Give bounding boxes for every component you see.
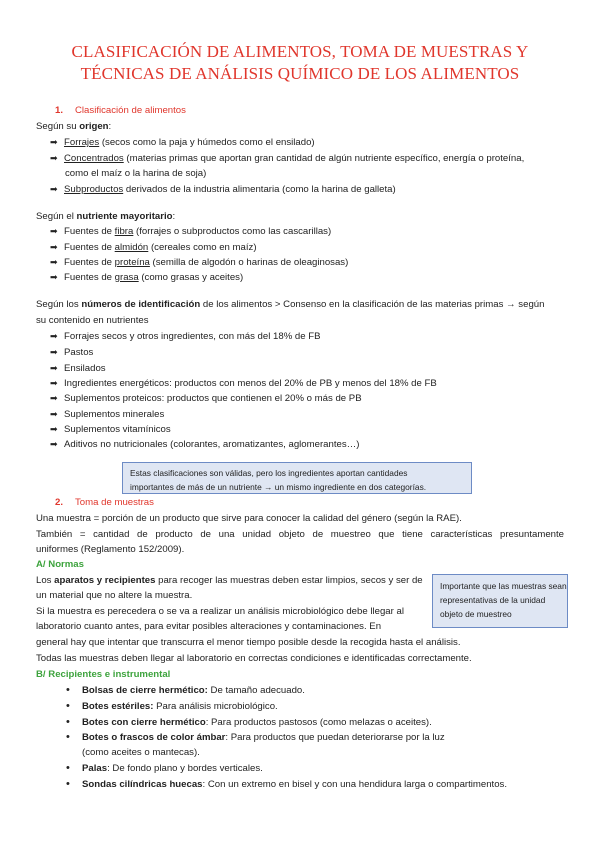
nutriente-item-proteina: ➡ Fuentes de proteína (semilla de algodón o harinas de oleaginosas) [50,257,349,268]
note-line: representativas de la unidad [440,595,546,605]
section-2-title: Toma de muestras [75,497,154,508]
arrow-bullet-icon: ➡ [50,242,58,252]
identificacion-item: ➡ Forrajes secos y otros ingredientes, con más del 18% de FB [50,331,321,342]
arrow-bullet-icon: ➡ [50,331,58,341]
normas-paragraph-1: Los aparatos y recipientes para recoger las muestras deben estar limpios, secos y ser de [36,575,423,586]
identificacion-item: ➡ Suplementos minerales [50,409,165,420]
section-1-number: 1. [55,105,64,116]
note-line: Importante que las muestras sean [440,581,567,591]
note-line: importantes de más de un nutriente → un mismo ingrediente en dos categorías. [130,482,427,492]
identificacion-intro: Según los números de identificación de los alimentos > Consenso en la clasificación de las materias primas → según [36,299,545,310]
bullet-icon: • [66,762,70,774]
normas-paragraph-2-cont: general hay que intentar que transcurra el menor tiempo posible desde la recogida hasta el análisis. [36,637,461,648]
arrow-bullet-icon: ➡ [50,347,58,357]
normas-heading: A/ Normas [36,559,84,570]
arrow-bullet-icon: ➡ [50,424,58,434]
title-line-1: CLASIFICACIÓN DE ALIMENTOS, TOMA DE MUESTRAS Y [71,42,529,61]
identificacion-item: ➡ Aditivos no nutricionales (colorantes, aromatizantes, aglomerantes…) [50,439,360,450]
arrow-bullet-icon: ➡ [50,257,58,267]
recipientes-item: • Sondas cilíndricas huecas: Con un extremo en bisel y con una hendidura larga o compartimentos. [66,778,508,790]
identificacion-item: ➡ Pastos [50,347,94,358]
recipientes-item: • Bolsas de cierre hermético: De tamaño adecuado. [66,684,305,696]
bullet-icon: • [66,778,70,790]
arrow-bullet-icon: ➡ [50,378,58,388]
recipientes-item: • Palas: De fondo plano y bordes verticales. [66,762,263,774]
note-line: Estas clasificaciones son válidas, pero los ingredientes aportan cantidades [130,468,408,478]
identificacion-intro-cont: su contenido en nutrientes [36,315,149,326]
normas-paragraph-2: Si la muestra es perecedera o se va a realizar un análisis microbiológico debe llegar al [36,606,404,617]
arrow-bullet-icon: ➡ [50,439,58,449]
page-title [30,41,570,85]
identificacion-item: ➡ Ingredientes energéticos: productos con menos del 20% de PB y menos del 18% de FB [50,378,437,389]
identificacion-item: ➡ Suplementos vitamínicos [50,424,171,435]
recipientes-heading: B/ Recipientes e instrumental [36,669,171,680]
origen-intro: Según su origen: [36,121,112,132]
muestra-definition: Una muestra = porción de un producto que sirve para conocer la calidad del género (según la RAE). [36,513,462,524]
muestra-definition-2: También = cantidad de producto de una unidad objeto de muestreo que tiene características presuntamente [36,529,564,540]
arrow-bullet-icon: ➡ [50,153,58,163]
normas-paragraph-2-cont: laboratorio cuanto antes, para evitar posibles alteraciones y contaminaciones. En [36,621,382,632]
representativas-note-box [432,574,568,628]
nutriente-item-almidon: ➡ Fuentes de almidón (cereales como en maíz) [50,242,257,253]
normas-paragraph-1-cont: un material que no altere la muestra. [36,590,193,601]
section-1-title: Clasificación de alimentos [75,105,186,116]
clasificacion-note-box [122,462,472,494]
muestra-definition-2-cont: uniformes (Reglamento 152/2009). [36,544,185,555]
recipientes-item-cont: (como aceites o mantecas). [82,747,200,758]
bullet-icon: • [66,684,70,696]
origen-item-forrajes: ➡ Forrajes (secos como la paja y húmedos como el ensilado) [50,137,315,148]
recipientes-item: • Botes estériles: Para análisis microbiológico. [66,700,278,712]
recipientes-item: • Botes o frascos de color ámbar: Para productos que puedan deteriorarse por la luz [66,731,445,743]
arrow-bullet-icon: ➡ [50,137,58,147]
nutriente-item-grasa: ➡ Fuentes de grasa (como grasas y aceites) [50,272,244,283]
arrow-bullet-icon: ➡ [50,363,58,373]
bullet-icon: • [66,716,70,728]
arrow-bullet-icon: ➡ [50,272,58,282]
section-1-heading [55,104,186,117]
recipientes-item: • Botes con cierre hermético: Para productos pastosos (como melazas o aceites). [66,716,432,728]
nutriente-item-fibra: ➡ Fuentes de fibra (forrajes o subproductos como las cascarillas) [50,226,332,237]
section-2-heading [55,496,154,509]
bullet-icon: • [66,731,70,743]
note-line: objeto de muestreo [440,609,512,619]
arrow-bullet-icon: ➡ [50,393,58,403]
normas-paragraph-3: Todas las muestras deben llegar al laboratorio en correctas condiciones e identificadas correctamente. [36,653,472,664]
arrow-bullet-icon: ➡ [50,226,58,236]
origen-item-concentrados: ➡ Concentrados (materias primas que aportan gran cantidad de algún nutriente específico, energía o proteína, [50,153,525,164]
origen-item-subproductos: ➡ Subproductos derivados de la industria alimentaria (como la harina de galleta) [50,184,396,195]
bullet-icon: • [66,700,70,712]
arrow-bullet-icon: ➡ [50,409,58,419]
origen-item-concentrados-cont: como el maíz o la harina de soja) [65,168,207,179]
identificacion-item: ➡ Suplementos proteicos: productos que contienen el 20% o más de PB [50,393,362,404]
section-2-number: 2. [55,497,64,508]
arrow-bullet-icon: ➡ [50,184,58,194]
title-line-2: TÉCNICAS DE ANÁLISIS QUÍMICO DE LOS ALIMENTOS [80,64,520,83]
nutriente-intro: Según el nutriente mayoritario: [36,211,176,222]
identificacion-item: ➡ Ensilados [50,363,106,374]
